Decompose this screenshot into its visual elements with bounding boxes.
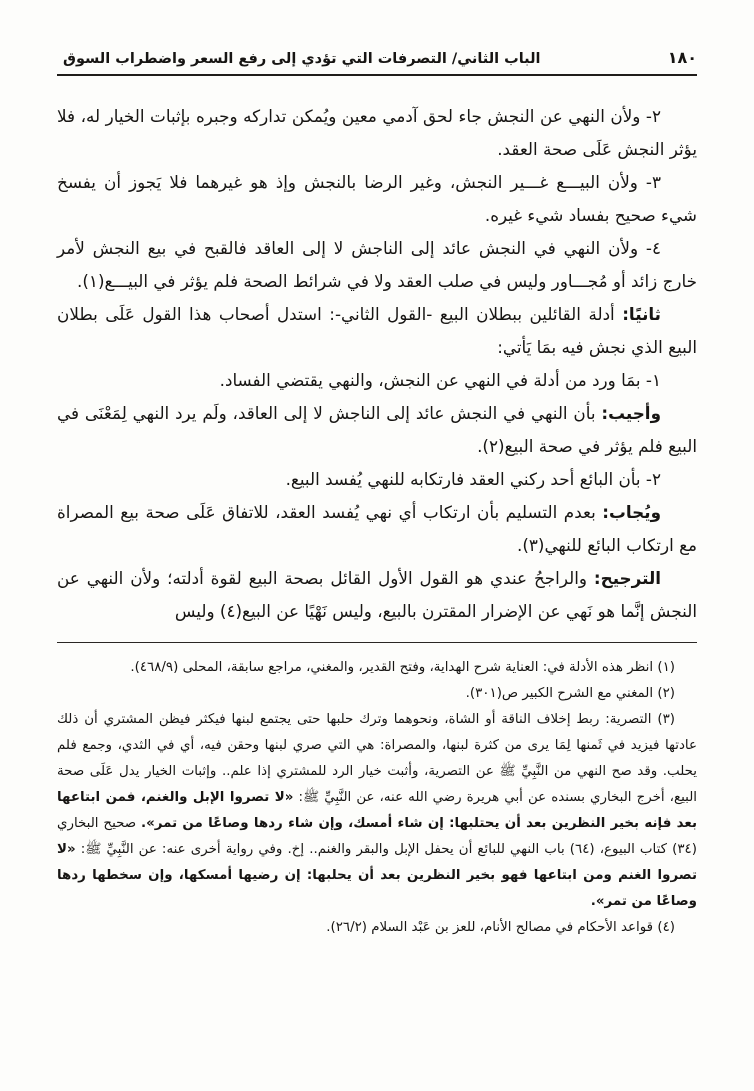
paragraph-text: أدلة القائلين ببطلان البيع -القول الثاني-: استدل أصحاب هذا القول عَلَى بطلان البيع الذي نجش فيه بمَا يَأتي: <box>57 304 697 357</box>
paragraph-text: بعدم التسليم بأن ارتكاب أي نهي يُفسد العقد، للاتفاق عَلَى صحة بيع المصراة مع ارتكاب البائع للنهي(٣). <box>57 502 697 555</box>
footnote <box>57 707 697 915</box>
footnote-text: (٤) قواعد الأحكام في مصالح الأنام، للعز بن عَبْد السلام (٢٦/٢). <box>326 920 675 935</box>
footnotes <box>57 655 697 941</box>
paragraph <box>57 562 697 628</box>
paragraph-text: ٢- بأن البائع أحد ركني العقد فارتكابه للنهي يُفسد البيع. <box>285 469 661 489</box>
paragraph-lead: وأجيب: <box>601 403 661 423</box>
footnote <box>57 915 697 941</box>
paragraph <box>57 298 697 364</box>
paragraph <box>57 100 697 166</box>
paragraph-lead: ويُجاب: <box>602 502 661 522</box>
footnote-text: (٢) المغني مع الشرح الكبير ص(٣٠١). <box>465 686 675 701</box>
footnote-text: صحيح البخاري (٣٤) كتاب البيوع، (٦٤) باب النهي للبائع أن يحفل الإبل والبقر والغنم.. إخ. وفي رواية أخرى عنه: عن النَّبِيِّ ﷺ: <box>57 816 697 857</box>
paragraph-text: والراجحُ عندي هو القول الأول القائل بصحة البيع لقوة أدلته؛ ولأن النهي عن النجش إنَّما هو نَهي عن الإضرار المقترن بالبيع، وليس نَهْيًا عن البيع(٤) وليس <box>57 568 697 621</box>
paragraph-text: ٤- ولأن النهي في النجش عائد إلى الناجش لا إلى العاقد فالقبح في بيع النجش لأمر خارج زائد أو مُجـــاور وليس في صلب العقد ولا في شرائط الصحة فلم يؤثر في البيـــع(١). <box>57 238 697 291</box>
footnote-text: (١) انظر هذه الأدلة في: العناية شرح الهداية، وفتح القدير، والمغني، مراجع سابقة، المحلى (٤٦٨/٩). <box>130 660 675 675</box>
paragraph-text: بأن النهي في النجش عائد إلى الناجش لا إلى العاقد، ولَم يرد النهي لِمَعْنَى في البيع فلم يؤثر في صحة البيع(٢). <box>57 403 697 456</box>
paragraph <box>57 364 697 397</box>
paragraph-text: ١- بمَا ورد من أدلة في النهي عن النجش، والنهي يقتضي الفساد. <box>219 370 661 390</box>
chapter-title: الباب الثاني/ التصرفات التي تؤدي إلى رفع السعر واضطراب السوق <box>63 51 541 67</box>
page-header <box>57 48 697 76</box>
paragraph-text: ٣- ولأن البيـــع غـــير النجش، وغير الرضا بالنجش وإذ هو غيرهما فلا يَجوز أن يفسخ شيء صحيح بفساد شيء غيره. <box>57 172 697 225</box>
footnote-separator <box>57 642 697 643</box>
page-number: ١٨٠ <box>667 48 697 67</box>
body-text <box>57 100 697 628</box>
footnote <box>57 655 697 681</box>
paragraph-lead: ثانيًا: <box>622 304 661 324</box>
paragraph <box>57 232 697 298</box>
footnote <box>57 681 697 707</box>
paragraph <box>57 397 697 463</box>
hadith-quote: «لا تصروا الإبل والغنم، فمن ابتاعها بعد فإنه بخير النظرين بعد أن يحتلبها: إن شاء أمسك، وإن شاء ردها وصاعًا من تمر». <box>57 790 697 831</box>
paragraph <box>57 496 697 562</box>
paragraph <box>57 166 697 232</box>
footnote-text: (٣) التصرية: ربط إخلاف الناقة أو الشاة، ونحوهما وترك حلبها حتى يجتمع لبنها فيكثر فيظن المشتري أن ذلك عادتها فيزيد في ثَمنها لِمَا يرى من كثرة لبنها، والمصراة: هي التي صري لبنها وحقن فيه، أي في الثدي، وجمع فلم يحلب. وقد صح النهي من النَّبِيِّ ﷺ عن التصرية، وأثبت خيار الرد للمشتري إذا علم.. وإثبات الخيار يدل عَلَى صحة البيع، أخرج البخاري بسنده عن أبي هريرة رضي الله عنه، عن النَّبِيِّ ﷺ: <box>57 712 697 805</box>
hadith-quote: «لا تصروا الغنم ومن ابتاعها فهو بخير النظرين بعد أن يحلبها: إن رضيها أمسكها، وإن سخطها ردها وصاعًا من تمر». <box>57 842 697 909</box>
paragraph-text: ٢- ولأن النهي عن النجش جاء لحق آدمي معين ويُمكن تداركه وجبره بإثبات الخيار له، فلا يؤثر النجش عَلَى صحة العقد. <box>57 106 697 159</box>
paragraph <box>57 463 697 496</box>
paragraph-lead: الترجيح: <box>593 568 661 588</box>
